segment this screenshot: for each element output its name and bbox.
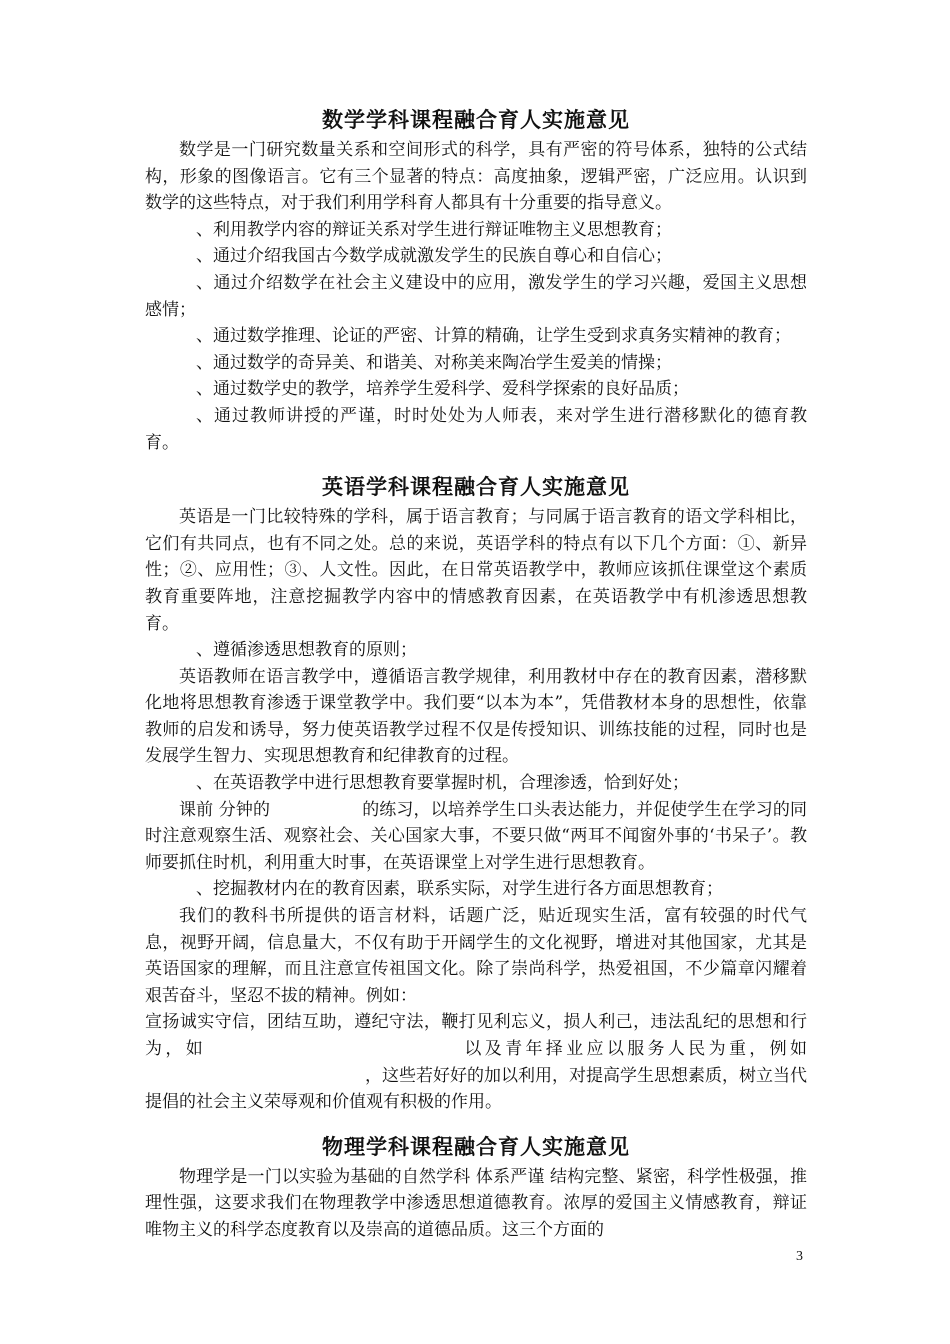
page-number: 3 xyxy=(796,1249,803,1264)
physics-section-title: 物理学科课程融合育人实施意见 xyxy=(322,1133,630,1159)
english-p5-mid: 以及青年择业应以服务人民为重，例如 xyxy=(461,1039,808,1059)
document-body xyxy=(145,103,807,1244)
math-item-6: 、通过数学史的教学，培养学生爱科学、爱科学探索的良好品质； xyxy=(196,379,689,400)
english-principle-item: 、遵循渗透思想教育的原则； xyxy=(196,640,417,661)
math-section-title: 数学学科课程融合育人实施意见 xyxy=(322,107,630,132)
english-materials-item: 、挖掘教材内在的教育因素，联系实际，对学生进行各方面思想教育； xyxy=(196,879,723,900)
english-p5-lead: 宣扬诚实守信，团结互助，遵纪守法，鞭打见利忘义，损人利己，违法乱纪的思想和行为，如 xyxy=(145,1012,807,1059)
english-p3-lead: 课前 分钟的 xyxy=(179,799,271,820)
math-intro-paragraph: 数学是一门研究数量关系和空间形式的科学，具有严密的符号体系，独特的公式结构，形象的图像语言。它有三个显著的特点：高度抽象，逻辑严密，广泛应用。认识到数学的这些特点，对于我们利用学科育人都具有十分重要的指导意义。 xyxy=(145,140,807,214)
math-item-3: 、通过介绍数学在社会主义建设中的应用，激发学生的学习兴趣，爱国主义思想感情； xyxy=(145,272,807,320)
english-paragraph-5 xyxy=(145,1009,807,1115)
math-item-2: 、通过介绍我国古今数学成就激发学生的民族自尊心和自信心； xyxy=(196,246,672,267)
english-paragraph-2: 英语教师在语言教学中，遵循语言教学规律，利用教材中存在的教育因素，潜移默化地将思想教育渗透于课堂教学中。我们要“以本为本”，凭借教材本身的思想性，依靠教师的启发和诱导，努力使英语教学过程不仅是传授知识、训练技能的过程，同时也是发展学生智力、实现思想教育和纪律教育的过程。 xyxy=(145,666,807,767)
english-p5-tail: ，这些若好好的加以利用，对提高学生思想素质，树立当代提倡的社会主义荣辱观和价值观有积极的作用。 xyxy=(145,1065,807,1113)
math-item-4: 、通过数学推理、论证的严密、计算的精确，让学生受到求真务实精神的教育； xyxy=(196,326,791,347)
english-timing-item: 、在英语教学中进行思想教育要掌握时机，合理渗透，恰到好处； xyxy=(196,773,689,794)
english-p3-rest: 的练习，以培养学生口头表达能力，并促使学生在学习的同时注意观察生活、观察社会、关心国家大事，不要只做“两耳不闻窗外事的‘书呆子’。教师要抓住时机，利用重大时事，在英语课堂上对学生进行思想教育。 xyxy=(145,799,807,873)
english-paragraph-3 xyxy=(145,797,807,877)
english-paragraph-1: 英语是一门比较特殊的学科，属于语言教育；与同属于语言教育的语文学科相比，它们有共同点，也有不同之处。总的来说，英语学科的特点有以下几个方面：①、新异性；②、应用性；③、人文性。因此，在日常英语教学中，教师应该抓住课堂这个素质教育重要阵地，注意挖掘教学内容中的情感教育因素，在英语教学中有机渗透思想教育。 xyxy=(145,507,807,634)
physics-paragraph-1: 物理学是一门以实验为基础的自然学科 体系严谨 结构完整、紧密，科学性极强，推理性强，这要求我们在物理教学中渗透思想道德教育。浓厚的爱国主义情感教育，辩证唯物主义的科学态度教育以及崇高的道德品质。这三个方面的 xyxy=(145,1166,807,1240)
math-item-5: 、通过数学的奇异美、和谐美、对称美来陶冶学生爱美的情操； xyxy=(196,352,672,373)
english-section-title: 英语学科课程融合育人实施意见 xyxy=(322,474,630,500)
english-paragraph-4: 我们的教科书所提供的语言材料，话题广泛，贴近现实生活，富有较强的时代气息，视野开阔，信息量大，不仅有助于开阔学生的文化视野，增进对其他国家，尤其是英语国家的理解，而且注意宣传祖国文化。除了崇尚科学，热爱祖国，不少篇章闪耀着艰苦奋斗，坚忍不拔的精神。例如： xyxy=(145,906,807,1006)
math-item-1: 、利用教学内容的辩证关系对学生进行辩证唯物主义思想教育； xyxy=(196,219,672,240)
math-item-7: 、通过教师讲授的严谨，时时处处为人师表，来对学生进行潜移默化的德育教育。 xyxy=(145,405,807,453)
